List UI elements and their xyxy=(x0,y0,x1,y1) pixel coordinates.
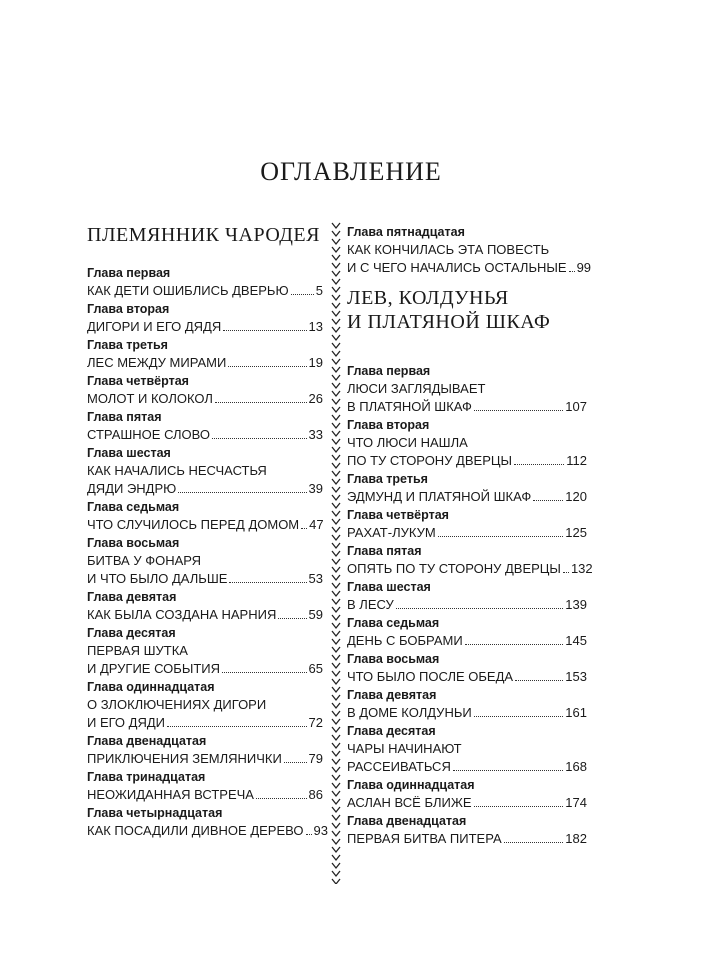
page-number: 47 xyxy=(309,517,324,532)
chapter-title: АСЛАН ВСЁ БЛИЖЕ xyxy=(347,795,472,810)
chapter-title-row xyxy=(87,822,328,840)
book-title xyxy=(347,286,587,334)
chapter-entry xyxy=(87,408,323,444)
page-number: 99 xyxy=(576,260,592,275)
dot-leader xyxy=(504,842,564,843)
page-number: 26 xyxy=(308,391,323,406)
chapter-entry xyxy=(87,444,323,498)
page-number: 161 xyxy=(565,705,587,720)
chapter-title-row xyxy=(87,282,323,300)
chapter-title-row xyxy=(87,750,323,768)
chapter-title: ЛЕС МЕЖДУ МИРАМИ xyxy=(87,355,227,370)
chapter-entry xyxy=(87,372,323,408)
chapter-title-row xyxy=(347,560,593,578)
chapter-entry xyxy=(347,650,587,686)
chapter-title: ЧТО СЛУЧИЛОСЬ ПЕРЕД ДОМОМ xyxy=(87,517,300,532)
chapter-title-row xyxy=(347,668,587,686)
chapter-label: Глава восьмая xyxy=(347,652,440,666)
dot-leader xyxy=(514,464,564,465)
page-number: 139 xyxy=(565,597,587,612)
chapter-title-row xyxy=(87,318,323,336)
chapter-title-row xyxy=(347,398,587,416)
chapter-label: Глава двенадцатая xyxy=(87,734,207,748)
chapter-title: ПЕРВАЯ БИТВА ПИТЕРА xyxy=(347,831,502,846)
chapter-title-line: ЧАРЫ НАЧИНАЮТ xyxy=(347,741,462,756)
chapter-entry xyxy=(87,768,323,804)
book-title-line: ЛЕВ, КОЛДУНЬЯ xyxy=(347,287,509,309)
page-number: 39 xyxy=(308,481,323,496)
chapter-title: ПО ТУ СТОРОНУ ДВЕРЦЫ xyxy=(347,453,513,468)
chapter-label: Глава седьмая xyxy=(347,616,440,630)
contents-column-right xyxy=(347,223,593,848)
contents-column-left xyxy=(87,223,328,840)
chapter-label: Глава пятая xyxy=(87,410,162,424)
dot-leader xyxy=(465,644,564,645)
chapter-title: ПРИКЛЮЧЕНИЯ ЗЕМЛЯНИЧКИ xyxy=(87,751,282,766)
chapter-title: И ЧТО БЫЛО ДАЛЬШЕ xyxy=(87,571,228,586)
chapter-title-row xyxy=(87,660,323,678)
chapter-title: И С ЧЕГО НАЧАЛИСЬ ОСТАЛЬНЫЕ xyxy=(347,260,567,275)
dot-leader xyxy=(291,294,314,295)
chapter-title: КАК ПОСАДИЛИ ДИВНОЕ ДЕРЕВО xyxy=(87,823,304,838)
book-title xyxy=(87,223,323,247)
page-number: 86 xyxy=(308,787,323,802)
page-number: 174 xyxy=(565,795,587,810)
chapter-entry xyxy=(87,678,323,732)
chapter-entry xyxy=(87,624,323,678)
chapter-entry xyxy=(347,686,587,722)
dot-leader xyxy=(563,572,569,573)
chapter-entry xyxy=(347,506,587,542)
dot-leader xyxy=(301,528,307,529)
chapter-title-row xyxy=(87,480,323,498)
chapter-title-line: КАК НАЧАЛИСЬ НЕСЧАСТЬЯ xyxy=(87,463,267,478)
dot-leader xyxy=(278,618,306,619)
chapter-title-row xyxy=(347,452,587,470)
chapter-label: Глава одиннадцатая xyxy=(347,778,475,792)
dot-leader xyxy=(222,672,307,673)
dot-leader xyxy=(284,762,307,763)
chapter-title-row xyxy=(347,758,587,776)
chapter-title-row xyxy=(87,354,323,372)
chapter-title-row xyxy=(87,390,323,408)
chapter-title: В ПЛАТЯНОЙ ШКАФ xyxy=(347,399,472,414)
chapter-title-row xyxy=(87,786,323,804)
chapter-label: Глава тринадцатая xyxy=(87,770,206,784)
chapter-title-row xyxy=(347,794,587,812)
chapter-label: Глава четвёртая xyxy=(87,374,189,388)
page-number: 13 xyxy=(308,319,323,334)
dot-leader xyxy=(453,770,563,771)
chapter-label: Глава девятая xyxy=(87,590,177,604)
chapter-title-line: ПЕРВАЯ ШУТКА xyxy=(87,643,188,658)
chapter-entry xyxy=(347,470,587,506)
chapter-entry xyxy=(347,223,592,277)
dot-leader xyxy=(438,536,564,537)
chapter-title: ДЕНЬ С БОБРАМИ xyxy=(347,633,463,648)
chapter-label: Глава шестая xyxy=(87,446,171,460)
chapter-title: РАХАТ-ЛУКУМ xyxy=(347,525,436,540)
book-title-line: ПЛЕМЯННИК ЧАРОДЕЯ xyxy=(87,224,320,246)
chapter-title-row xyxy=(347,524,587,542)
chapter-label: Глава вторая xyxy=(87,302,170,316)
page-number: 153 xyxy=(565,669,587,684)
chapter-title-row xyxy=(87,606,323,624)
page-number: 5 xyxy=(315,283,323,298)
chapter-title-line: ЛЮСИ ЗАГЛЯДЫВАЕТ xyxy=(347,381,486,396)
chapter-title: ОПЯТЬ ПО ТУ СТОРОНУ ДВЕРЦЫ xyxy=(347,561,561,576)
dot-leader xyxy=(167,726,307,727)
page-title: ОГЛАВЛЕНИЕ xyxy=(260,157,442,187)
chapter-title-line: КАК КОНЧИЛАСЬ ЭТА ПОВЕСТЬ xyxy=(347,242,550,257)
chapter-title: РАССЕИВАТЬСЯ xyxy=(347,759,451,774)
dot-leader xyxy=(515,680,563,681)
chapter-entry xyxy=(87,588,323,624)
chapter-label: Глава седьмая xyxy=(87,500,180,514)
chapter-entry xyxy=(347,542,593,578)
chapter-title: КАК ДЕТИ ОШИБЛИСЬ ДВЕРЬЮ xyxy=(87,283,289,298)
chapter-entry xyxy=(87,804,328,840)
page-number: 59 xyxy=(308,607,323,622)
dot-leader xyxy=(533,500,563,501)
page-number: 182 xyxy=(565,831,587,846)
chapter-label: Глава десятая xyxy=(347,724,436,738)
page-number: 168 xyxy=(565,759,587,774)
chapter-label: Глава четырнадцатая xyxy=(87,806,223,820)
page-number: 145 xyxy=(565,633,587,648)
chapter-title-row xyxy=(347,704,587,722)
chapter-title: НЕОЖИДАННАЯ ВСТРЕЧА xyxy=(87,787,254,802)
dot-leader xyxy=(256,798,307,799)
chapter-entry xyxy=(347,722,587,776)
chapter-entry xyxy=(87,300,323,336)
chapter-title: ЭДМУНД И ПЛАТЯНОЙ ШКАФ xyxy=(347,489,532,504)
chapter-title-row xyxy=(347,596,587,614)
chapter-title-row xyxy=(87,570,323,588)
chapter-title: И ЕГО ДЯДИ xyxy=(87,715,165,730)
chapter-entry xyxy=(87,498,323,534)
page-number: 120 xyxy=(565,489,587,504)
chapter-title: КАК БЫЛА СОЗДАНА НАРНИЯ xyxy=(87,607,277,622)
dot-leader xyxy=(223,330,306,331)
dot-leader xyxy=(396,608,564,609)
chapter-entry xyxy=(347,362,587,416)
chapter-entry xyxy=(87,336,323,372)
dot-leader xyxy=(474,806,564,807)
chapter-entry xyxy=(347,614,587,650)
page-number: 72 xyxy=(308,715,323,730)
chapter-label: Глава девятая xyxy=(347,688,437,702)
chapter-title-row xyxy=(347,830,587,848)
chapter-entry xyxy=(347,776,587,812)
page-number: 65 xyxy=(308,661,323,676)
chapter-title: МОЛОТ И КОЛОКОЛ xyxy=(87,391,213,406)
dot-leader xyxy=(569,271,575,272)
column-divider-ornament xyxy=(331,222,341,884)
page-number: 112 xyxy=(566,453,587,468)
page-number: 19 xyxy=(308,355,323,370)
chapter-entry xyxy=(347,416,587,470)
dot-leader xyxy=(228,366,306,367)
dot-leader xyxy=(215,402,307,403)
chapter-title: И ДРУГИЕ СОБЫТИЯ xyxy=(87,661,220,676)
chapter-label: Глава шестая xyxy=(347,580,431,594)
chapter-title: В ЛЕСУ xyxy=(347,597,394,612)
chapter-title-row xyxy=(347,488,587,506)
chapter-title-line: ЧТО ЛЮСИ НАШЛА xyxy=(347,435,468,450)
chapter-title-row xyxy=(87,516,323,534)
chapter-label: Глава третья xyxy=(87,338,168,352)
dot-leader xyxy=(474,410,563,411)
chapter-label: Глава первая xyxy=(87,266,171,280)
page-number: 53 xyxy=(308,571,323,586)
chapter-title-row xyxy=(87,426,323,444)
page-number: 125 xyxy=(565,525,587,540)
chapter-label: Глава восьмая xyxy=(87,536,180,550)
page-number: 79 xyxy=(308,751,323,766)
chapter-title-row xyxy=(347,259,592,277)
dot-leader xyxy=(178,492,306,493)
book-title-line: И ПЛАТЯНОЙ ШКАФ xyxy=(347,311,551,333)
chapter-label: Глава третья xyxy=(347,472,428,486)
dot-leader xyxy=(474,716,564,717)
chapter-title-row xyxy=(87,714,323,732)
chapter-label: Глава пятнадцатая xyxy=(347,225,465,239)
chapter-entry xyxy=(347,578,587,614)
page-number: 33 xyxy=(308,427,323,442)
chapter-label: Глава первая xyxy=(347,364,431,378)
chapter-label: Глава десятая xyxy=(87,626,176,640)
chapter-label: Глава четвёртая xyxy=(347,508,449,522)
chapter-title-row xyxy=(347,632,587,650)
chapter-title: ДИГОРИ И ЕГО ДЯДЯ xyxy=(87,319,222,334)
dot-leader xyxy=(306,834,312,835)
chapter-label: Глава одиннадцатая xyxy=(87,680,215,694)
chapter-title: В ДОМЕ КОЛДУНЬИ xyxy=(347,705,472,720)
chapter-title: ДЯДИ ЭНДРЮ xyxy=(87,481,177,496)
chapter-entry xyxy=(87,534,323,588)
chapter-entry xyxy=(87,732,323,768)
chapter-title-line: БИТВА У ФОНАРЯ xyxy=(87,553,202,568)
dot-leader xyxy=(212,438,307,439)
chapter-title: ЧТО БЫЛО ПОСЛЕ ОБЕДА xyxy=(347,669,514,684)
chapter-entry xyxy=(347,812,587,848)
page-number: 93 xyxy=(313,823,328,838)
chapter-label: Глава вторая xyxy=(347,418,430,432)
chapter-entry xyxy=(87,264,323,300)
chapter-label: Глава пятая xyxy=(347,544,422,558)
chapter-label: Глава двенадцатая xyxy=(347,814,467,828)
chapter-title-line: О ЗЛОКЛЮЧЕНИЯХ ДИГОРИ xyxy=(87,697,267,712)
page-number: 107 xyxy=(565,399,587,414)
page-number: 132 xyxy=(570,561,593,576)
chapter-title: СТРАШНОЕ СЛОВО xyxy=(87,427,211,442)
dot-leader xyxy=(229,582,306,583)
